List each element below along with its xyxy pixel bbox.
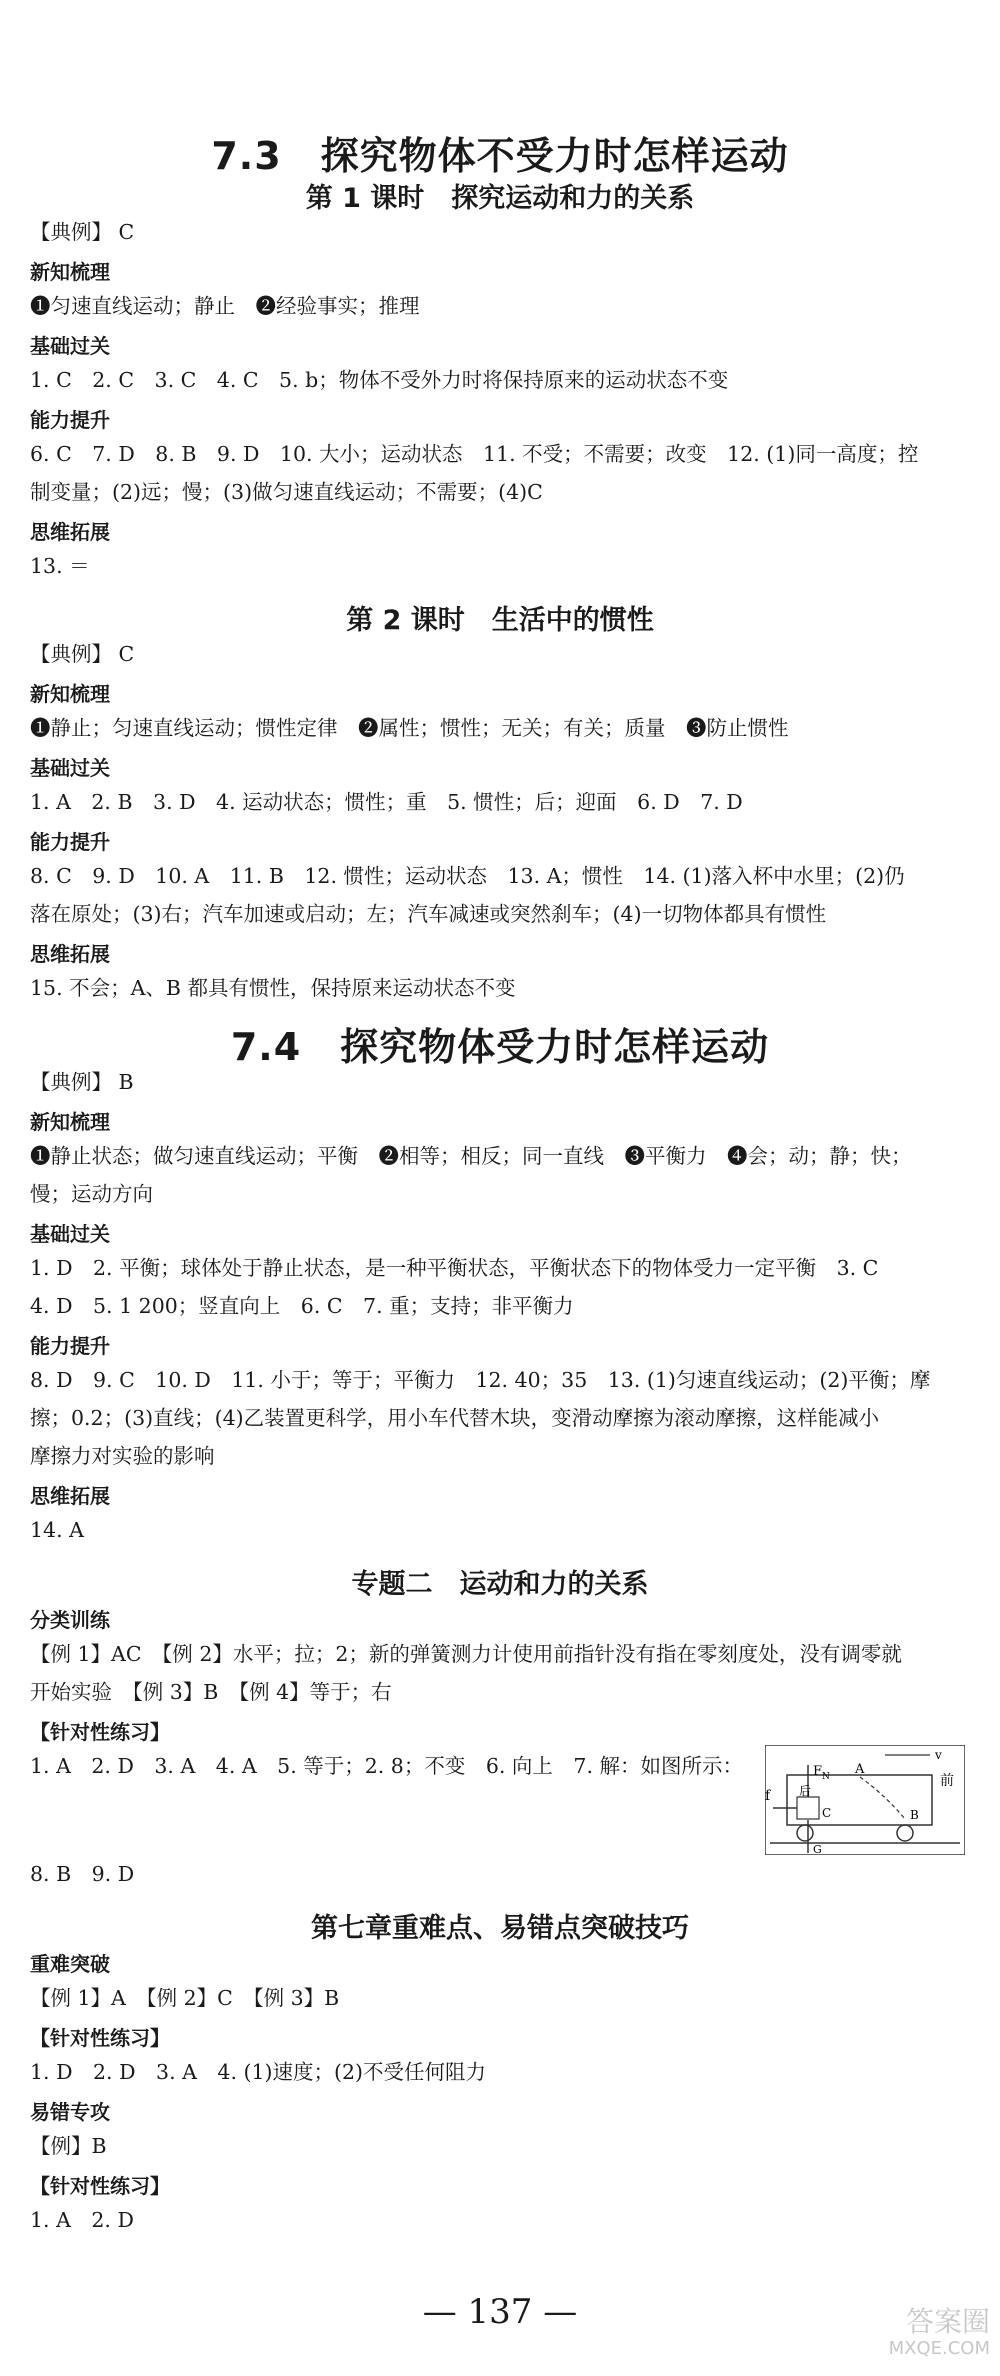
subheading: 能力提升 <box>30 830 110 854</box>
lesson-title: 专题二 运动和力的关系 <box>351 1569 649 1600</box>
answer-line: 【例】B <box>30 2134 107 2158</box>
subheading: 新知梳理 <box>30 260 110 284</box>
answer-line: 【例 1】AC 【例 2】水平；拉；2；新的弹簧测力计使用前指针没有指在零刻度处，没有调零就 <box>30 1642 902 1666</box>
subheading: 【针对性练习】 <box>30 2174 170 2198</box>
lesson-title: 第 1 课时 探究运动和力的关系 <box>305 183 695 214</box>
subheading: 分类训练 <box>30 1608 110 1632</box>
page-number: — 137 — <box>422 2292 578 2332</box>
answer-line: 开始实验 【例 3】B 【例 4】等于；右 <box>30 1680 392 1704</box>
subheading: 【针对性练习】 <box>30 2026 170 2050</box>
answer-line: 1. A 2. D 3. A 4. A 5. 等于；2. 8；不变 6. 向上 7. 解：如图所示： <box>30 1754 743 1778</box>
answer-line: 1. D 2. 平衡；球体处于静止状态，是一种平衡状态，平衡状态下的物体受力一定平衡 3. C <box>30 1256 879 1280</box>
subheading: 思维拓展 <box>30 520 110 544</box>
label-v: v <box>935 1748 942 1762</box>
answer-line: 落在原处；(3)右；汽车加速或启动；左；汽车减速或突然刹车；(4)一切物体都具有惯性 <box>30 902 827 926</box>
label-front: 前 <box>940 1773 954 1789</box>
answer-line: 制变量；(2)远；慢；(3)做匀速直线运动；不需要；(4)C <box>30 480 543 504</box>
watermark-text: 答案圈 <box>905 2305 990 2338</box>
lesson-title: 第 2 课时 生活中的惯性 <box>346 605 654 636</box>
answer-line: 13. ＝ <box>30 554 90 578</box>
answer-line: 8. B 9. D <box>30 1862 135 1886</box>
answer-line: 【典例】 C <box>30 642 135 666</box>
lesson-title: 第七章重难点、易错点突破技巧 <box>311 1913 689 1944</box>
answer-line: 8. D 9. C 10. D 11. 小于；等于；平衡力 12. 40；35 13. (1)匀速直线运动；(2)平衡；摩 <box>30 1368 931 1392</box>
answer-line: ❶匀速直线运动；静止 ❷经验事实；推理 <box>30 294 420 318</box>
cart-force-diagram <box>765 1745 965 1855</box>
label-n: N <box>822 1772 830 1782</box>
watermark-url: MXQE.COM <box>888 2338 990 2359</box>
section-title: 7.3 探究物体不受力时怎样运动 <box>211 134 789 178</box>
answer-line: 【典例】 C <box>30 220 135 244</box>
subheading: 易错专攻 <box>30 2100 110 2124</box>
answer-line: 8. C 9. D 10. A 11. B 12. 惯性；运动状态 13. A；惯性 14. (1)落入杯中水里；(2)仍 <box>30 864 905 888</box>
label-rear: 后 <box>799 1784 812 1798</box>
answer-line: 【例 1】A 【例 2】C 【例 3】B <box>30 1986 340 2010</box>
answer-line: 14. A <box>30 1518 84 1542</box>
label-f: f <box>765 1788 771 1804</box>
subheading: 能力提升 <box>30 408 110 432</box>
answer-line: 15. 不会；A、B 都具有惯性，保持原来运动状态不变 <box>30 976 516 1000</box>
subheading: 思维拓展 <box>30 1484 110 1508</box>
subheading: 基础过关 <box>30 334 110 358</box>
answer-line: 慢；运动方向 <box>30 1182 153 1206</box>
subheading: 基础过关 <box>30 756 110 780</box>
answer-line: 1. A 2. D <box>30 2208 134 2232</box>
subheading: 基础过关 <box>30 1222 110 1246</box>
subheading: 能力提升 <box>30 1334 110 1358</box>
subheading: 新知梳理 <box>30 682 110 706</box>
subheading: 新知梳理 <box>30 1110 110 1134</box>
answer-line: ❶静止状态；做匀速直线运动；平衡 ❷相等；相反；同一直线 ❸平衡力 ❹会；动；静；快； <box>30 1144 912 1168</box>
label-a: A <box>855 1762 865 1777</box>
answer-line: 【典例】 B <box>30 1070 134 1094</box>
label-c: C <box>822 1806 832 1820</box>
answer-line: 1. C 2. C 3. C 4. C 5. b；物体不受外力时将保持原来的运动状态不变 <box>30 368 729 392</box>
section-title: 7.4 探究物体受力时怎样运动 <box>230 1025 770 1069</box>
label-g: G <box>813 1843 822 1855</box>
answer-line: 4. D 5. 1 200；竖直向上 6. C 7. 重；支持；非平衡力 <box>30 1294 574 1318</box>
label-f-n: F <box>813 1764 823 1779</box>
answer-line: ❶静止；匀速直线运动；惯性定律 ❷属性；惯性；无关；有关；质量 ❸防止惯性 <box>30 716 789 740</box>
answer-line: 1. A 2. B 3. D 4. 运动状态；惯性；重 5. 惯性；后；迎面 6. D 7. D <box>30 790 743 814</box>
subheading: 思维拓展 <box>30 942 110 966</box>
label-b: B <box>910 1808 919 1822</box>
subheading: 【针对性练习】 <box>30 1720 170 1744</box>
answer-line: 擦；0.2；(3)直线；(4)乙装置更科学，用小车代替木块，变滑动摩擦为滚动摩擦，这样能减小 <box>30 1406 880 1430</box>
answer-line: 1. D 2. D 3. A 4. (1)速度；(2)不受任何阻力 <box>30 2060 487 2084</box>
answer-line: 6. C 7. D 8. B 9. D 10. 大小；运动状态 11. 不受；不需要；改变 12. (1)同一高度；控 <box>30 442 919 466</box>
answer-line: 摩擦力对实验的影响 <box>30 1444 215 1468</box>
subheading: 重难突破 <box>30 1952 110 1976</box>
